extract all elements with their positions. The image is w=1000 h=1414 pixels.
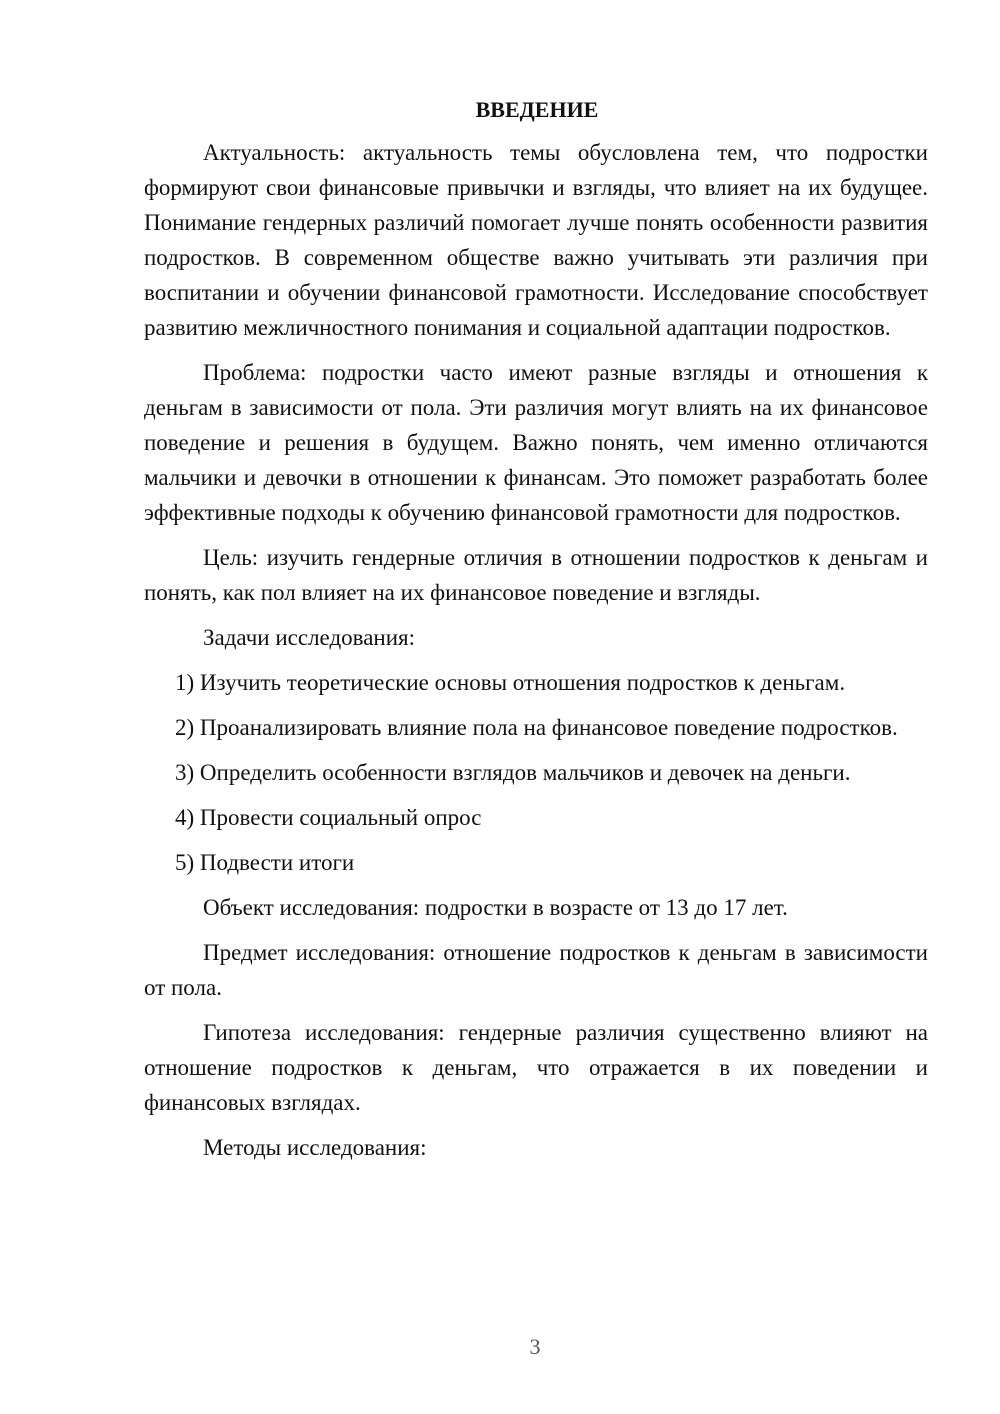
- problem-paragraph: Проблема: подростки часто имеют разные взгляды и отношения к деньгам в зависимости от пола. Эти различия могут влиять на их финансовое поведение и решения в будущем. Важно понять, чем именно отличаются мальчики и девочки в отношении к финансам. Это поможет разработать более эффективные подходы к обучению финансовой грамотности для подростков.: [144, 360, 928, 525]
- goal-paragraph: Цель: изучить гендерные отличия в отношении подростков к деньгам и понять, как пол влияет на их финансовое поведение и взгляды.: [144, 545, 928, 605]
- hypothesis-paragraph: Гипотеза исследования: гендерные различия существенно влияют на отношение подростков к деньгам, что отражается в их поведении и финансовых взглядах.: [144, 1020, 928, 1115]
- page-content: [144, 95, 928, 1165]
- subject-paragraph: Предмет исследования: отношение подростков к деньгам в зависимости от пола.: [144, 940, 928, 1000]
- task-item: 1) Изучить теоретические основы отношения подростков к деньгам.: [175, 670, 846, 695]
- relevance-paragraph: Актуальность: актуальность темы обусловлена тем, что подростки формируют свои финансовые привычки и взгляды, что влияет на их будущее. Понимание гендерных различий помогает лучше понять особенности развития подростков. В современном обществе важно учитывать эти различия при воспитании и обучении финансовой грамотности. Исследование способствует развитию межличностного понимания и социальной адаптации подростков.: [144, 140, 928, 340]
- page-title: ВВЕДЕНИЕ: [475, 97, 599, 122]
- task-item: 5) Подвести итоги: [175, 850, 355, 875]
- task-item: 3) Определить особенности взглядов мальчиков и девочек на деньги.: [175, 760, 851, 785]
- object-paragraph: Объект исследования: подростки в возрасте от 13 до 17 лет.: [203, 895, 788, 920]
- methods-heading: Методы исследования:: [203, 1135, 427, 1160]
- task-item: 2) Проанализировать влияние пола на финансовое поведение подростков.: [175, 715, 898, 740]
- tasks-heading: Задачи исследования:: [203, 625, 416, 650]
- page-number: 3: [529, 1334, 541, 1359]
- task-item: 4) Провести социальный опрос: [175, 805, 482, 830]
